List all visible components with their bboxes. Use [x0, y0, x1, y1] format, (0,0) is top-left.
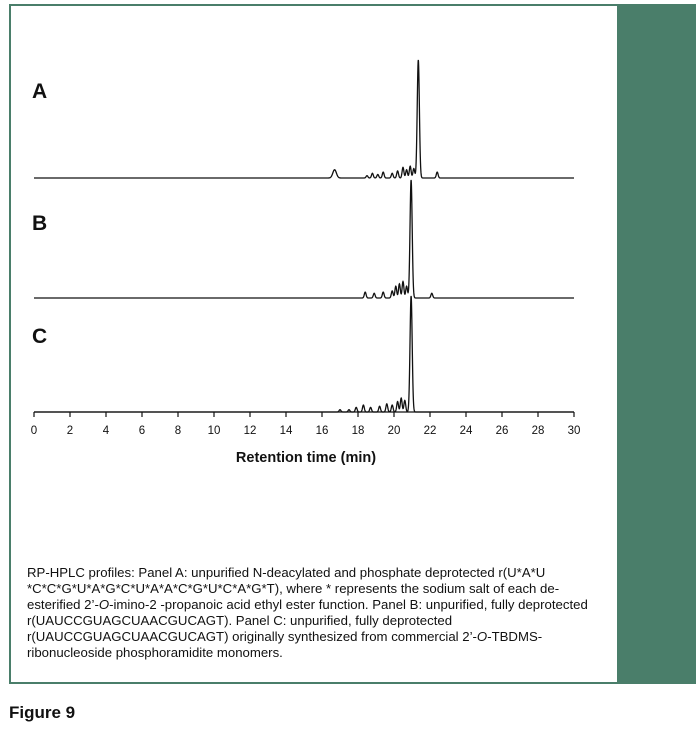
figure-label: Figure 9 — [9, 703, 76, 722]
x-tick-label-2: 2 — [66, 425, 74, 437]
x-tick-label-10: 10 — [207, 425, 221, 437]
panel-label-c: C — [32, 325, 48, 348]
x-tick-label-26: 26 — [495, 425, 509, 437]
figure-caption — [27, 565, 612, 661]
panel-label-b: B — [32, 212, 48, 235]
x-tick-label-20: 20 — [387, 425, 401, 437]
caption-italic-1: O — [98, 597, 110, 612]
x-tick-label-30: 30 — [567, 425, 581, 437]
x-tick-label-24: 24 — [459, 425, 473, 437]
chromatogram-trace-b — [34, 180, 574, 298]
x-tick-label-6: 6 — [138, 425, 146, 437]
caption-part-1: RP-HPLC profiles: Panel A: unpurified N-deacylated and phosphate deprotected r(U*A*U *C*C*G*U*A*G*C*U*A*A*C*G*U*C*A*G*T), where * represents the sodium salt of each de-esterified 2’- — [27, 565, 560, 612]
x-tick-label-28: 28 — [531, 425, 545, 437]
chromatogram-trace-c — [34, 296, 574, 412]
x-tick-label-16: 16 — [315, 425, 329, 437]
x-tick-label-18: 18 — [351, 425, 365, 437]
x-tick-label-8: 8 — [174, 425, 182, 437]
caption-italic-2: O — [476, 629, 488, 644]
x-tick-label-4: 4 — [102, 425, 110, 437]
caption-part-2: -imino-2 -propanoic acid ethyl ester function. Panel B: unpurified, fully deprotected r(UAUCCGUAGCUAACGUCAGT). Panel C: unpurified, fully deprotected r(UAUCCGUAGCUAACGUCAGT) originally synthesized from commercial 2’- — [27, 597, 588, 644]
caption-part-3: -TBDMS-ribonucleoside phosphoramidite monomers. — [27, 629, 543, 660]
panel-label-a: A — [32, 80, 48, 103]
chromatogram-trace-a — [34, 60, 574, 178]
x-tick-label-22: 22 — [423, 425, 437, 437]
x-axis-label: Retention time (min) — [235, 450, 377, 466]
x-tick-label-12: 12 — [243, 425, 257, 437]
x-tick-label-0: 0 — [30, 425, 38, 437]
x-tick-label-14: 14 — [279, 425, 293, 437]
